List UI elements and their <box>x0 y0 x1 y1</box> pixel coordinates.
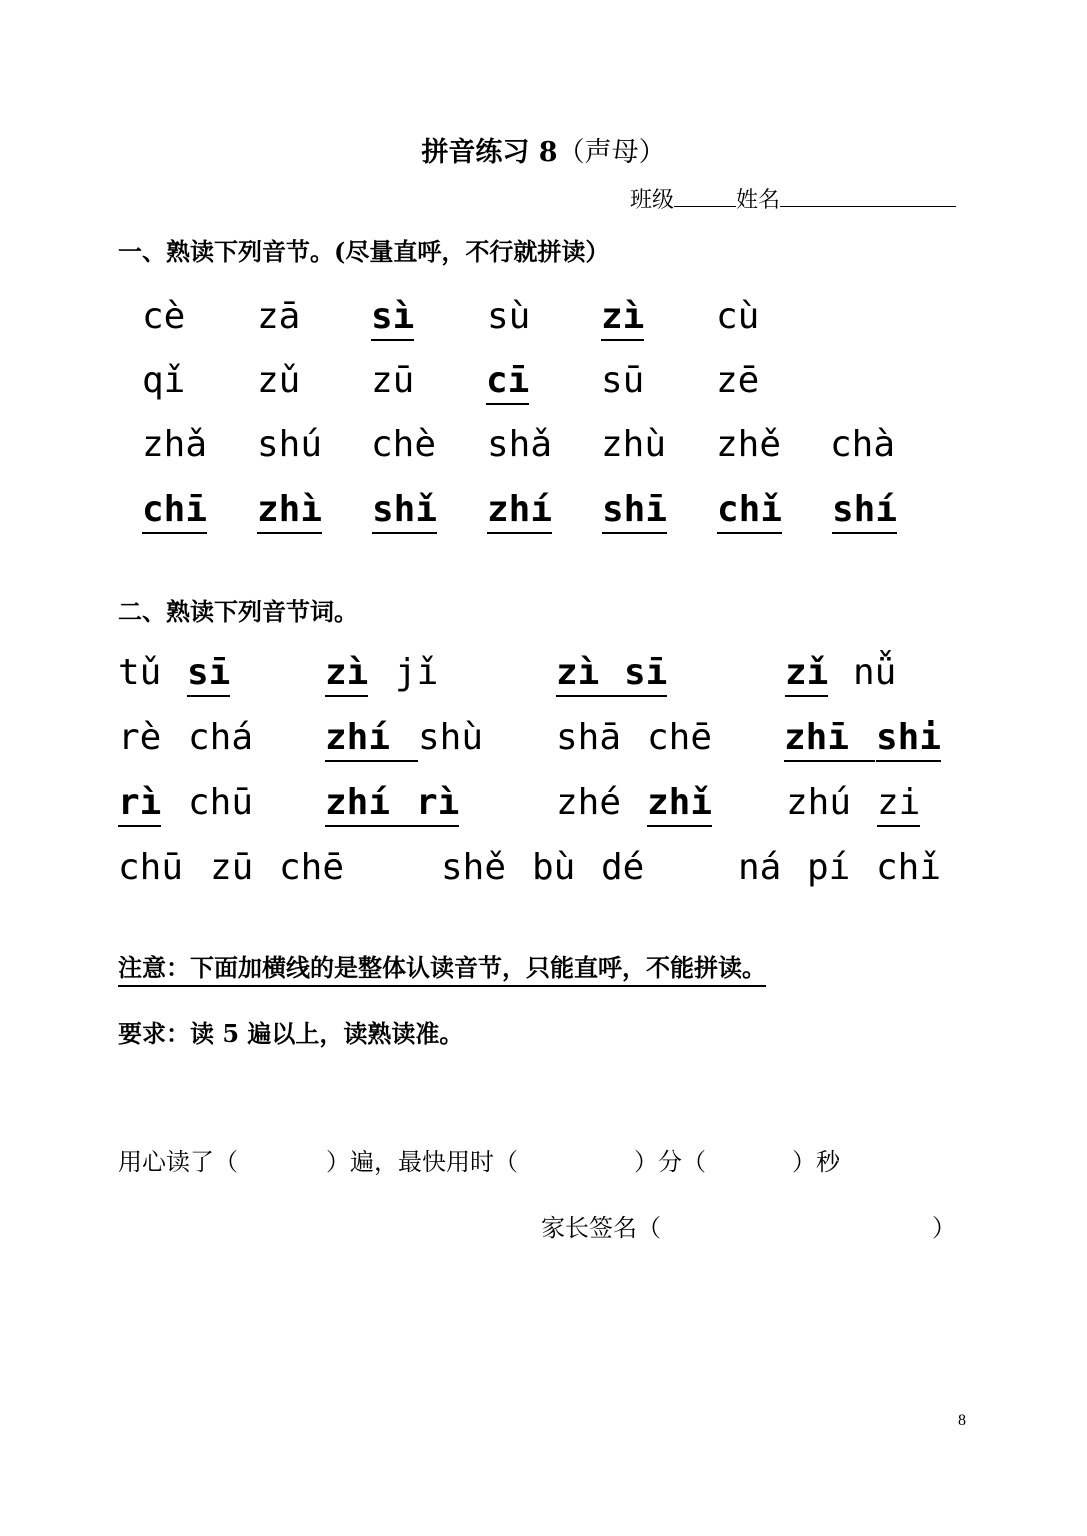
syllable-whole: shī <box>602 489 667 534</box>
syllable: zū <box>371 360 415 401</box>
syllable-whole: zi <box>877 782 920 827</box>
syllable: chà <box>830 424 896 465</box>
section2-heading: 二、熟读下列音节词。 <box>118 597 358 626</box>
minutes-label: ）分（ <box>634 1148 706 1176</box>
syllable-whole: chī <box>142 489 207 534</box>
syllable: ná <box>738 847 782 888</box>
syllable: chè <box>371 424 437 465</box>
syllable-whole: zhī <box>784 717 875 762</box>
syllable-whole: zhí <box>325 717 418 762</box>
syllable: cù <box>716 296 760 337</box>
syllable-whole: sì <box>371 296 414 341</box>
syllable: shǎ <box>487 424 553 465</box>
syllable: tǔ <box>118 652 162 693</box>
parent-signature-label: 家长签名（ <box>541 1214 661 1242</box>
syllable: qǐ <box>142 360 186 401</box>
syllable: shě <box>441 847 507 888</box>
title-main: 拼音练习 8 <box>421 137 558 168</box>
syllable: shā <box>556 717 622 758</box>
page-number: 8 <box>958 1412 966 1429</box>
syllable: pí <box>807 847 851 888</box>
syllable: zhě <box>716 424 782 465</box>
syllable: cè <box>142 296 186 337</box>
syllable: zhú <box>786 782 852 823</box>
syllable-whole: zhì <box>257 489 322 534</box>
page-title <box>0 130 1087 169</box>
syllable: zū <box>210 847 254 888</box>
seconds-label: ）秒 <box>792 1148 840 1176</box>
syllable: zǔ <box>257 360 301 401</box>
syllable: chē <box>279 847 345 888</box>
syllable: chǐ <box>876 847 942 888</box>
syllable: shú <box>257 424 323 465</box>
syllable: chē <box>647 717 713 758</box>
syllable: nǚ <box>853 652 897 693</box>
name-label: 姓名 <box>736 187 781 212</box>
note-text: 注意：下面加横线的是整体认读音节，只能直呼，不能拼读。 <box>118 948 766 987</box>
syllable-whole: cī <box>486 360 529 405</box>
syllable-whole: shi <box>876 717 941 762</box>
syllable-whole: sī <box>624 652 667 697</box>
syllable: chū <box>188 782 254 823</box>
syllable: sū <box>601 360 645 401</box>
syllable-whole: zì <box>556 652 625 697</box>
syllable-whole: zhí <box>487 489 552 534</box>
class-name-line <box>630 183 956 214</box>
syllable: zā <box>257 296 301 337</box>
syllable-whole: zì <box>325 652 368 697</box>
section1-heading: 一、熟读下列音节。(尽量直呼，不行就拼读） <box>118 237 610 266</box>
syllable-whole: rì <box>118 782 161 827</box>
syllable-whole: zhí <box>325 782 416 827</box>
syllable-whole: shí <box>832 489 897 534</box>
syllable-whole: rì <box>416 782 459 827</box>
syllable-whole: sī <box>187 652 230 697</box>
requirement-text: 要求：读 5 遍以上，读熟读准。 <box>118 1019 464 1048</box>
syllable: zhǎ <box>142 424 208 465</box>
name-blank[interactable] <box>780 188 956 207</box>
syllable: bù <box>532 847 576 888</box>
syllable: rè <box>118 717 162 758</box>
syllable-whole: zǐ <box>785 652 828 697</box>
syllable: chá <box>188 717 254 758</box>
syllable-whole: shǐ <box>372 489 437 534</box>
reading-count-label: 用心读了（ <box>118 1148 238 1176</box>
fastest-time-label: ）遍，最快用时（ <box>326 1148 518 1176</box>
syllable: dé <box>601 847 645 888</box>
syllable: zē <box>716 360 760 401</box>
title-sub: （声母） <box>557 137 666 168</box>
syllable-whole: zì <box>601 296 644 341</box>
syllable: zhù <box>601 424 667 465</box>
parent-signature-close: ） <box>932 1214 956 1242</box>
syllable: zhé <box>556 782 622 823</box>
syllable: shù <box>418 717 484 758</box>
syllable: chū <box>118 847 184 888</box>
syllable: sù <box>487 296 531 337</box>
syllable-whole: chǐ <box>717 489 782 534</box>
class-blank[interactable] <box>674 188 736 207</box>
class-label: 班级 <box>630 187 675 212</box>
syllable: jǐ <box>395 652 439 693</box>
syllable-whole: zhǐ <box>647 782 712 827</box>
